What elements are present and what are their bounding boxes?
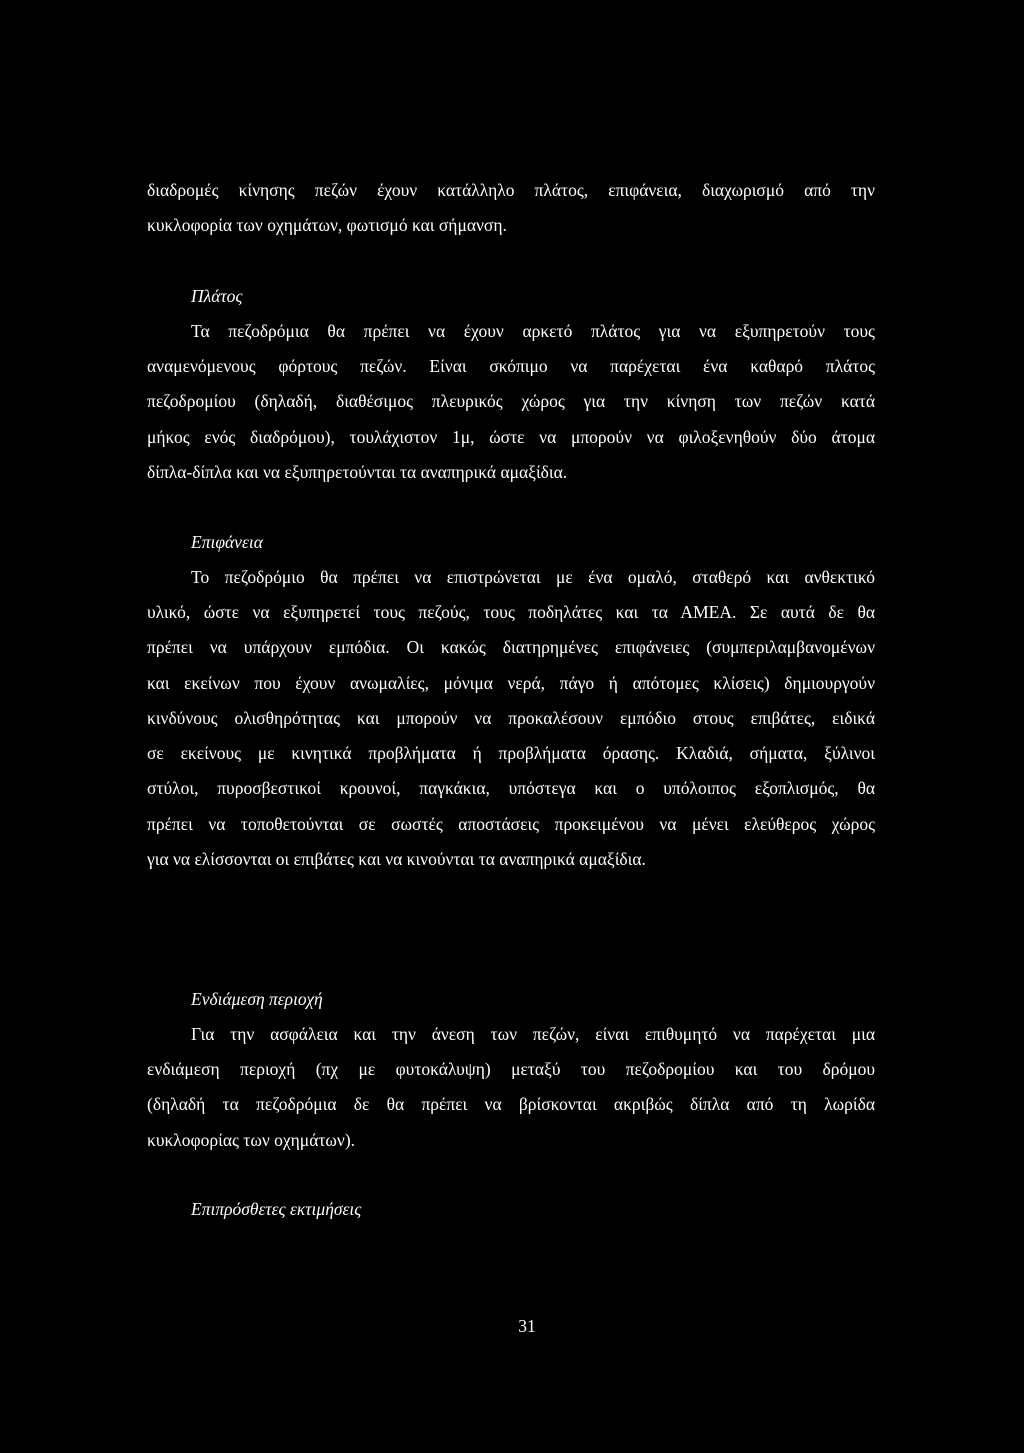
- paragraph-line: πρέπει να τοποθετούνται σε σωστές αποστάσεις προκειμένου να μένει ελεύθερος χώρος: [147, 814, 875, 834]
- paragraph-line: ενδιάμεση περιοχή (πχ με φυτοκάλυψη) μεταξύ του πεζοδρομίου και του δρόμου: [147, 1059, 875, 1079]
- paragraph-line: Τα πεζοδρόμια θα πρέπει να έχουν αρκετό πλάτος για να εξυπηρετούν τους: [191, 321, 875, 341]
- paragraph-line: μήκος ενός διαδρόμου), τουλάχιστον 1μ, ώστε να μπορούν να φιλοξενηθούν δύο άτομα: [147, 427, 875, 447]
- paragraph-line: (δηλαδή τα πεζοδρόμια δε θα πρέπει να βρίσκονται ακριβώς δίπλα από τη λωρίδα: [147, 1094, 875, 1114]
- paragraph-line: στύλοι, πυροσβεστικοί κρουνοί, παγκάκια, υπόστεγα και ο υπόλοιπος εξοπλισμός, θα: [147, 778, 875, 798]
- section-heading-buffer: Ενδιάμεση περιοχή: [191, 989, 323, 1009]
- section-heading-additional: Επιπρόσθετες εκτιμήσεις: [191, 1199, 362, 1219]
- paragraph-line: για να ελίσσονται οι επιβάτες και να κινούνται τα αναπηρικά αμαξίδια.: [147, 849, 646, 869]
- paragraph-line: δίπλα-δίπλα και να εξυπηρετούνται τα αναπηρικά αμαξίδια.: [147, 462, 568, 482]
- section-heading-width: Πλάτος: [191, 286, 243, 306]
- section-heading-surface: Επιφάνεια: [191, 532, 263, 552]
- paragraph-line: πεζοδρομίου (δηλαδή, διαθέσιμος πλευρικός χώρος για την κίνηση των πεζών κατά: [147, 391, 875, 411]
- paragraph-line: υλικό, ώστε να εξυπηρετεί τους πεζούς, τους ποδηλάτες και τα ΑΜΕΑ. Σε αυτά δε θα: [147, 602, 875, 622]
- paragraph-line: Για την ασφάλεια και την άνεση των πεζών, είναι επιθυμητό να παρέχεται μια: [191, 1024, 875, 1044]
- paragraph-line: διαδρομές κίνησης πεζών έχουν κατάλληλο πλάτος, επιφάνεια, διαχωρισμό από την: [147, 180, 875, 200]
- paragraph-line: κυκλοφορία των οχημάτων, φωτισμό και σήμανση.: [147, 215, 507, 235]
- paragraph-line: και εκείνων που έχουν ανωμαλίες, μόνιμα νερά, πάγο ή απότομες κλίσεις) δημιουργούν: [147, 673, 875, 693]
- paragraph-line: πρέπει να υπάρχουν εμπόδια. Οι κακώς διατηρημένες επιφάνειες (συμπεριλαμβανομένων: [147, 637, 875, 657]
- paragraph-line: σε εκείνους με κινητικά προβλήματα ή προβλήματα όρασης. Κλαδιά, σήματα, ξύλινοι: [147, 743, 875, 763]
- paragraph-line: κυκλοφορίας των οχημάτων).: [147, 1130, 356, 1150]
- page-number: 31: [518, 1316, 536, 1336]
- paragraph-line: κινδύνους ολισθηρότητας και μπορούν να προκαλέσουν εμπόδιο στους επιβάτες, ειδικά: [147, 708, 875, 728]
- paragraph-line: Το πεζοδρόμιο θα πρέπει να επιστρώνεται με ένα ομαλό, σταθερό και ανθεκτικό: [191, 567, 875, 587]
- paragraph-line: αναμενόμενους φόρτους πεζών. Είναι σκόπιμο να παρέχεται ένα καθαρό πλάτος: [147, 356, 875, 376]
- document-page: [147, 0, 875, 1453]
